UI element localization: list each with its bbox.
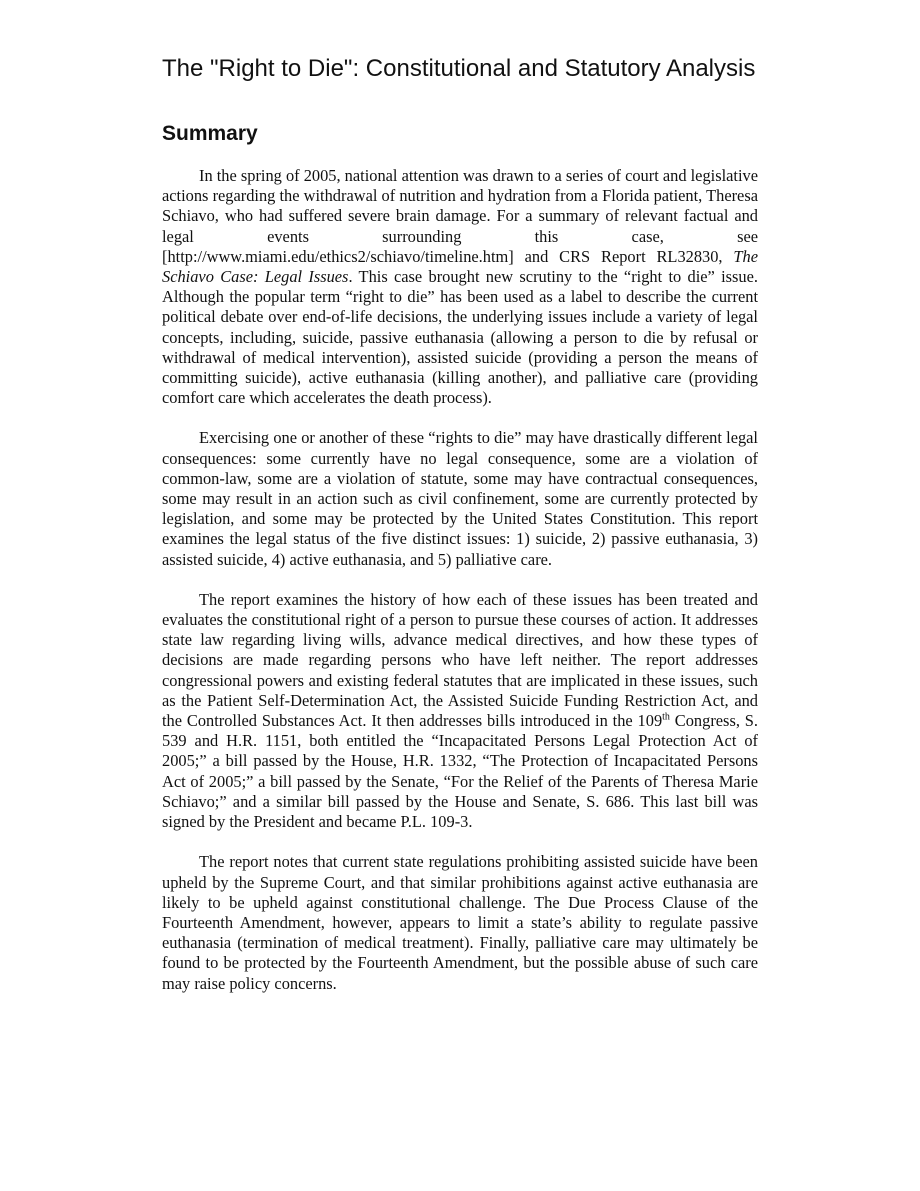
report-title-italic: The Schiavo Case: Legal Issues [162, 246, 758, 287]
summary-paragraph-2: Exercising one or another of these “rights to die” may have drastically different legal consequences: some currently have no legal consequence, some are a violation of common-law, some are a violation of statute, some may have contractual consequences, some may result in an action such as civil confinement, some are currently protected by legislation, and some may be protected by the United States Constitution. This report examines the legal status of the five distinct issues: 1) suicide, 2) passive euthanasia, 3) assisted suicide, 4) active euthanasia, and 5) palliative care. [162, 428, 758, 569]
document-title: The "Right to Die": Constitutional and Statutory Analysis [162, 55, 756, 82]
paragraph-1-text-a: In the spring of 2005, national attention was drawn to a series of court and legislative actions regarding the withdrawal of nutrition and hydration from a Florida patient, Theresa Schiavo, who had suffered severe brain damage. For a summary of relevant factual and legal events surrounding this case, see [http://www.miami.edu/ethics2/schiavo/timeline.htm] and CRS Report RL32830, [162, 166, 758, 266]
summary-body [162, 166, 758, 1014]
ordinal-superscript: th [662, 711, 670, 723]
section-heading-summary: Summary [162, 122, 258, 145]
summary-paragraph-3 [162, 590, 758, 832]
paragraph-3-text-a: The report examines the history of how each of these issues has been treated and evaluates the constitutional right of a person to pursue these courses of action. It addresses state law regarding living wills, advance medical directives, and how these types of decisions are made regarding persons who have left neither. The report addresses congressional powers and existing federal statutes that are implicated in these issues, such as the Patient Self-Determination Act, the Assisted Suicide Funding Restriction Act, and the Controlled Substances Act. It then addresses bills introduced in the 109 [162, 589, 758, 731]
summary-paragraph-1 [162, 166, 758, 408]
paragraph-3-text-b: Congress, S. 539 and H.R. 1151, both entitled the “Incapacitated Persons Legal Protection Act of 2005;” a bill passed by the House, H.R. 1332, “The Protection of Incapacitated Persons Act of 2005;” a bill passed by the Senate, “For the Relief of the Parents of Theresa Marie Schiavo;” and a similar bill passed by the House and Senate, S. 686. This last bill was signed by the President and became P.L. 109-3. [162, 711, 759, 832]
summary-paragraph-4: The report notes that current state regulations prohibiting assisted suicide have been upheld by the Supreme Court, and that similar prohibitions against active euthanasia are likely to be upheld against constitutional challenge. The Due Process Clause of the Fourteenth Amendment, however, appears to limit a state’s ability to regulate passive euthanasia (termination of medical treatment). Finally, palliative care may ultimately be found to be protected by the Fourteenth Amendment, but the possible abuse of such care may raise policy concerns. [162, 852, 758, 993]
paragraph-1-text-b: . This case brought new scrutiny to the “right to die” issue. Although the popular term “right to die” has been used as a label to describe the current political debate over end-of-life decisions, the underlying issues include a variety of legal concepts, including, suicide, passive euthanasia (allowing a person to die by refusal or withdrawal of medical intervention), assisted suicide (providing a person the means of committing suicide), active euthanasia (killing another), and palliative care (providing comfort care which accelerates the death process). [162, 267, 758, 408]
